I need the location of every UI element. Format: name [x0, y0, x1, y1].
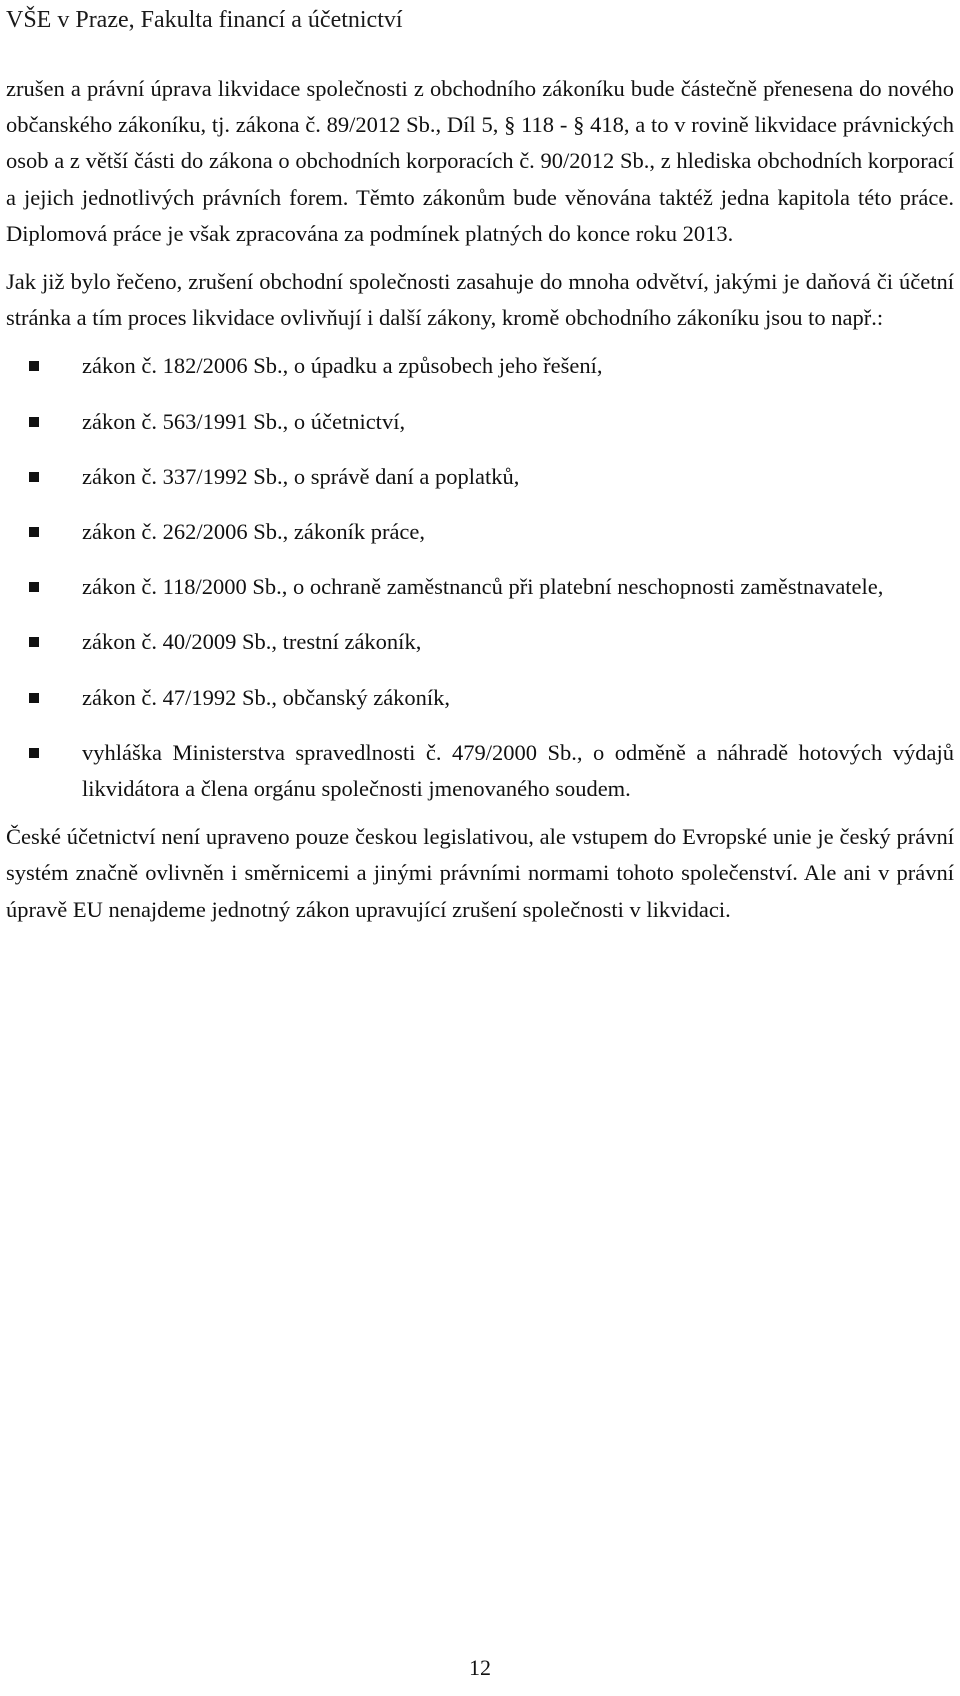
square-bullet-icon: [29, 527, 39, 537]
law-text: zákon č. 47/1992 Sb., občanský zákoník,: [82, 684, 451, 710]
square-bullet-icon: [29, 361, 39, 371]
square-bullet-icon: [29, 472, 39, 482]
square-bullet-icon: [29, 748, 39, 758]
law-list-item: [6, 735, 954, 807]
law-text: zákon č. 262/2006 Sb., zákoník práce,: [82, 519, 426, 545]
running-header: VŠE v Praze, Fakulta financí a účetnictví: [6, 7, 403, 33]
body-text: [6, 71, 954, 928]
law-text: zákon č. 563/1991 Sb., o účetnictví,: [82, 408, 406, 434]
law-list: [6, 348, 954, 807]
law-list-item: [6, 680, 954, 716]
paragraph-jak-jiz: Jak již bylo řečeno, zrušení obchodní společnosti zasahuje do mnoha odvětví, jakými je daňová či účetní stránka a tím proces likvidace ovlivňují i další zákony, kromě obchodního zákoníku jsou to např.:: [6, 269, 954, 331]
law-list-item: [6, 569, 954, 605]
paragraph-intro: zrušen a právní úprava likvidace společnosti z obchodního zákoníku bude částečně přenesena do nového občanského zákoníku, tj. zákona č. 89/2012 Sb., Díl 5, § 118 - § 418, a to v rovině likvidace právnických osob a z větší části do zákona o obchodních korporacích č. 90/2012 Sb., z hlediska obchodních korporací a jejich jednotlivých právních forem. Těmto zákonům bude věnována taktéž jedna kapitola této práce. Diplomová práce je však zpracována za podmínek platných do konce roku 2013.: [6, 76, 954, 246]
law-list-item: [6, 348, 954, 384]
law-list-item: [6, 404, 954, 440]
law-list-item: [6, 624, 954, 660]
law-list-item: [6, 459, 954, 495]
law-text: zákon č. 40/2009 Sb., trestní zákoník,: [82, 629, 422, 655]
law-text: zákon č. 118/2000 Sb., o ochraně zaměstnanců při platební neschopnosti zaměstnavatele,: [82, 574, 884, 600]
law-text: zákon č. 182/2006 Sb., o úpadku a způsobech jeho řešení,: [82, 353, 603, 379]
square-bullet-icon: [29, 417, 39, 427]
square-bullet-icon: [29, 637, 39, 647]
square-bullet-icon: [29, 693, 39, 703]
law-list-item: [6, 514, 954, 550]
page-number: 12: [469, 1655, 491, 1680]
paragraph-ceske: České účetnictví není upraveno pouze českou legislativou, ale vstupem do Evropské unie je český právní systém značně ovlivněn i směrnicemi a jinými právními normami tohoto společenství. Ale ani v právní úpravě EU nenajdeme jednotný zákon upravující zrušení společnosti v likvidaci.: [6, 824, 954, 922]
law-text: vyhláška Ministerstva spravedlnosti č. 479/2000 Sb., o odměně a náhradě hotových výdajů likvidátora a člena orgánu společnosti jmenovaného soudem.: [82, 739, 954, 802]
law-text: zákon č. 337/1992 Sb., o správě daní a poplatků,: [82, 463, 520, 489]
square-bullet-icon: [29, 582, 39, 592]
